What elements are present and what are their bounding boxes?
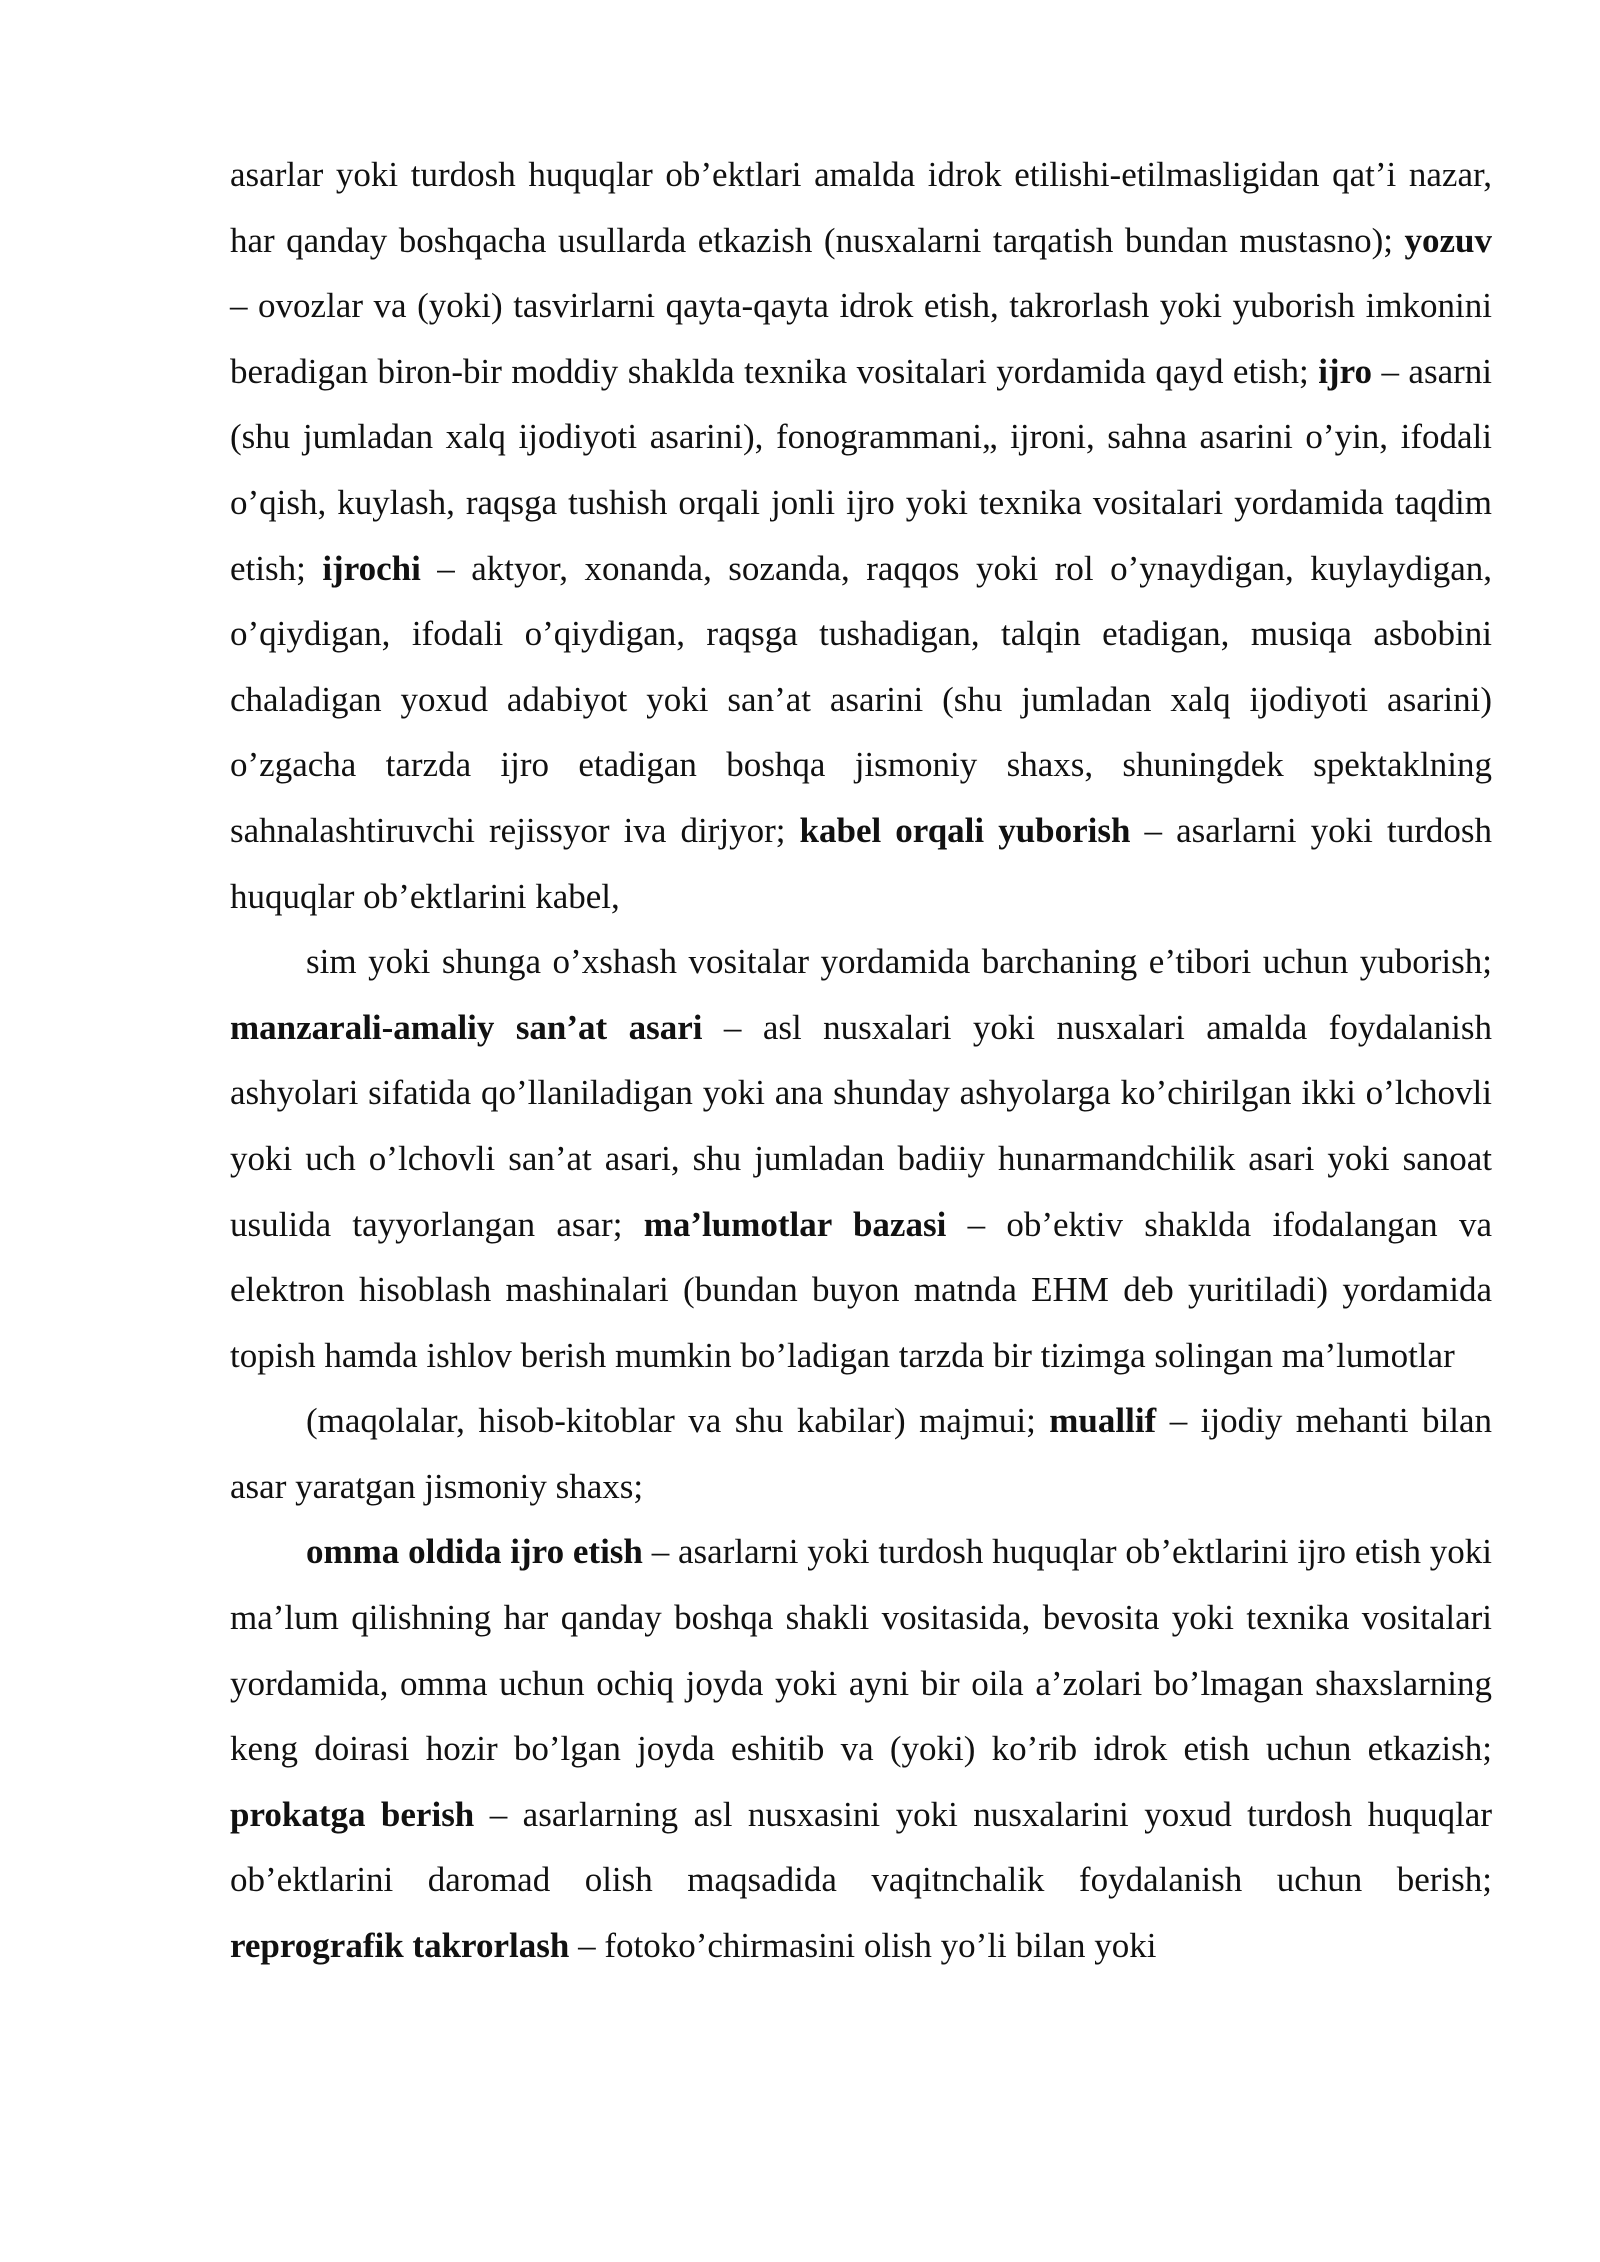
term-manzarali-amaliy-sanat-asari: manzarali-amaliy san’at asari (230, 1007, 703, 1047)
paragraph-1 (230, 142, 1492, 929)
text-run: – aktyor, xonanda, sozanda, raqqos yoki rol o’ynaydigan, kuylaydigan, o’qiydigan, ifodali o’qiydigan, raqsga tushadigan, talqin etadigan, musiqa asbobini chaladigan yoxud adabiyot yoki san’at asarini (shu jumladan xalq ijodiyoti asarini) o’zgacha tarzda ijro etadigan boshqa jismoniy shaxs, shuningdek spektaklning sahnalashtiruvchi rejissyor iva dirjyor; (230, 548, 1493, 850)
paragraph-3 (230, 1388, 1492, 1519)
term-ijrochi: ijrochi (322, 548, 421, 588)
term-ijro: ijro (1318, 351, 1372, 391)
text-run: asarlar yoki turdosh huquqlar ob’ektlari amalda idrok etilishi-etilmasligidan qat’i nazar, har qanday boshqacha usullarda etkazish (nusxalarni tarqatish bundan mustasno); (230, 155, 1492, 260)
text-run: sim yoki shunga o’xshash vositalar yordamida barchaning e’tibori uchun yuborish; (306, 942, 1492, 982)
text-run: – asarlarning asl nusxasini yoki nusxalarini yoxud turdosh huquqlar ob’ektlarini daromad olish maqsadida vaqitnchalik foydalanish uchun berish; (230, 1794, 1492, 1900)
paragraph-4 (230, 1519, 1492, 1978)
term-kabel-orqali-yuborish: kabel orqali yuborish (799, 810, 1131, 850)
term-omma-oldida-ijro-etish: omma oldida ijro etish (306, 1532, 643, 1572)
term-yozuv: yozuv (1404, 220, 1492, 260)
term-reprografik-takrorlash: reprografik takrorlash (230, 1926, 570, 1966)
text-run: – asarlarni yoki turdosh huquqlar ob’ektlarini ijro etish yoki ma’lum qilishning har qanday boshqa shakli vositasida, bevosita yoki texnika vositalari yordamida, omma uchun ochiq joyda yoki ayni bir oila a’zolari bo’lmagan shaxslarning keng doirasi hozir bo’lgan joyda eshitib va (yoki) ko’rib idrok etish uchun etkazish; (230, 1532, 1492, 1769)
paragraph-2 (230, 929, 1492, 1388)
term-muallif: muallif (1049, 1401, 1157, 1441)
text-run: (maqolalar, hisob-kitoblar va shu kabilar) majmui; (306, 1401, 1050, 1441)
document-body (230, 142, 1492, 1979)
text-run: – fotoko’chirmasini olish yo’li bilan yoki (569, 1926, 1157, 1966)
text-run: – asl nusxalari yoki nusxalari amalda foydalanish ashyolari sifatida qo’llaniladigan yoki ana shunday ashyolarga ko’chirilgan ikki o’lchovli yoki uch o’lchovli san’at asari, shu jumladan badiiy hunarmandchilik asari yoki sanoat usulida tayyorlangan asar; (230, 1007, 1492, 1244)
text-run: – ijodiy mehanti bilan asar yaratgan jismoniy shaxs; (230, 1401, 1492, 1506)
text-run: – asarni (shu jumladan xalq ijodiyoti asarini), fonogrammani„ ijroni, sahna asarini o’yin, ifodali o’qish, kuylash, raqsga tushish orqali jonli ijro yoki texnika vositalari yordamida taqdim etish; (230, 351, 1492, 588)
text-run: – ovozlar va (yoki) tasvirlarni qayta-qayta idrok etish, takrorlash yoki yuborish imkonini beradigan biron-bir moddiy shaklda texnika vositalari yordamida qayd etish; (230, 286, 1492, 391)
term-prokatga-berish: prokatga berish (230, 1794, 475, 1834)
term-malumotlar-bazasi: ma’lumotlar bazasi (643, 1204, 947, 1244)
text-run: – ob’ektiv shaklda ifodalangan va elektron hisoblash mashinalari (bundan buyon matnda EHM deb yuritiladi) yordamida topish hamda ishlov berish mumkin bo’ladigan tarzda bir tizimga solingan ma’lumotlar (230, 1204, 1492, 1375)
text-run: – asarlarni yoki turdosh huquqlar ob’ektlarini kabel, (230, 810, 1492, 916)
